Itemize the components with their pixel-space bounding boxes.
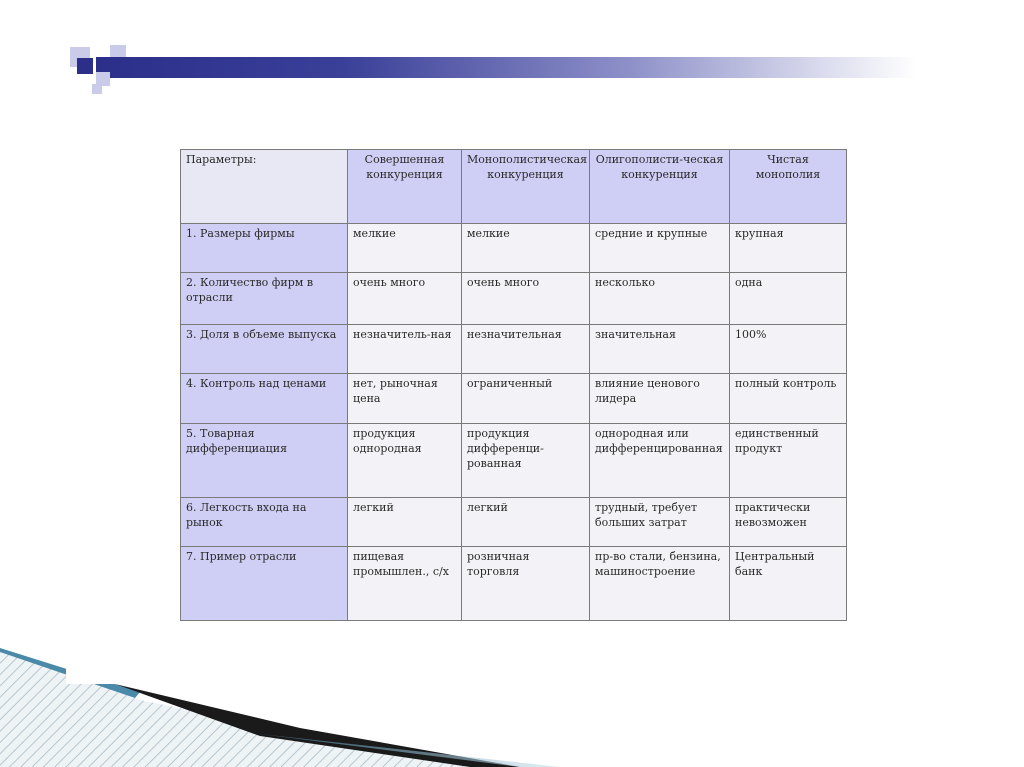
table-cell: продукция дифференци-рованная <box>462 424 590 498</box>
table-row <box>181 374 847 424</box>
table-cell: однородная или дифференцированная <box>590 424 730 498</box>
param-cell: 5. Товарная дифференциация <box>181 424 348 498</box>
table-cell: розничная торговля <box>462 547 590 621</box>
table-header-row <box>181 150 847 224</box>
table-cell: мелкие <box>462 224 590 273</box>
table-cell: одна <box>730 273 847 325</box>
table-row <box>181 325 847 374</box>
header-cell: Параметры: <box>181 150 348 224</box>
table-row <box>181 424 847 498</box>
table-row <box>181 273 847 325</box>
table-cell: легкий <box>462 498 590 547</box>
table-cell: значительная <box>590 325 730 374</box>
table-cell: единственный продукт <box>730 424 847 498</box>
header-cell: Монополистическая конкуренция <box>462 150 590 224</box>
decor-square <box>77 58 93 74</box>
param-cell: 6. Легкость входа на рынок <box>181 498 348 547</box>
table-cell: практически невозможен <box>730 498 847 547</box>
table-cell: полный контроль <box>730 374 847 424</box>
table-cell: Центральный банк <box>730 547 847 621</box>
table-cell: очень много <box>348 273 462 325</box>
table-cell: очень много <box>462 273 590 325</box>
table-cell: трудный, требует больших затрат <box>590 498 730 547</box>
bottom-decoration <box>0 640 1024 767</box>
table-cell: несколько <box>590 273 730 325</box>
table-row <box>181 498 847 547</box>
table-cell: мелкие <box>348 224 462 273</box>
param-cell: 4. Контроль над ценами <box>181 374 348 424</box>
table-cell: пищевая промышлен., с/х <box>348 547 462 621</box>
table-cell: продукция однородная <box>348 424 462 498</box>
param-cell: 2. Количество фирм в отрасли <box>181 273 348 325</box>
table-cell: незначительная <box>462 325 590 374</box>
table-cell: легкий <box>348 498 462 547</box>
header-cell: Совершенная конкуренция <box>348 150 462 224</box>
white-notch <box>66 640 118 684</box>
header-cell: Чистая монополия <box>730 150 847 224</box>
header-cell: Олигополисти-ческая конкуренция <box>590 150 730 224</box>
decor-square <box>92 84 102 94</box>
param-cell: 1. Размеры фирмы <box>181 224 348 273</box>
table-cell: нет, рыночная цена <box>348 374 462 424</box>
table-cell: средние и крупные <box>590 224 730 273</box>
table-cell: пр-во стали, бензина, машиностроение <box>590 547 730 621</box>
param-cell: 3. Доля в объеме выпуска <box>181 325 348 374</box>
param-cell: 7. Пример отрасли <box>181 547 348 621</box>
header-gradient-bar <box>96 57 916 78</box>
table-row <box>181 224 847 273</box>
table-cell: незначитель-ная <box>348 325 462 374</box>
table-cell: крупная <box>730 224 847 273</box>
table-cell: влияние ценового лидера <box>590 374 730 424</box>
comparison-table <box>180 149 847 621</box>
table-cell: ограниченный <box>462 374 590 424</box>
table-row <box>181 547 847 621</box>
table-cell: 100% <box>730 325 847 374</box>
